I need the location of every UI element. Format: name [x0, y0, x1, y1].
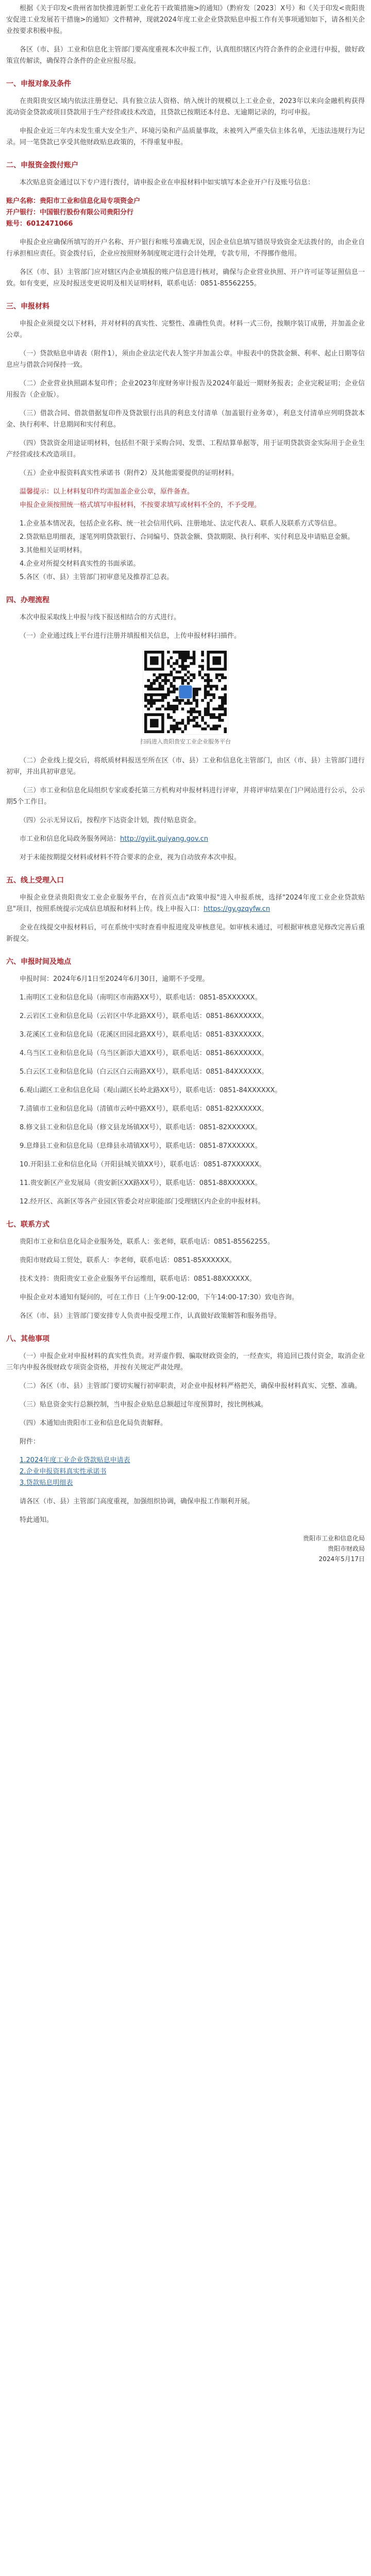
online-entry-line	[6, 892, 365, 915]
qr-code-block	[6, 649, 365, 746]
body-paragraph: 申报企业对本通知有疑问的，可在工作日（上午9:00-12:00，下午14:00-17:30）致电咨询。	[20, 1294, 298, 1301]
list-item: 4.企业对所提交材料真实性的书面承诺。	[20, 560, 140, 568]
section-heading-time-place: 六、申报时间及地点	[6, 958, 71, 966]
section-heading-online-entry: 五、线上受理入口	[6, 876, 64, 885]
online-entry-link[interactable]: https://gy.gzqyfw.cn	[203, 905, 271, 913]
issuer-name: 贵阳市工业和信息化局	[302, 1535, 365, 1542]
website-label: 市工业和信息化局政务服务网站：	[20, 835, 121, 843]
body-paragraph: （三）贴息资金实行总额控制，当申报企业贴息总额超过年度预算时，按比例核减。	[20, 1401, 268, 1409]
body-paragraph: 在贵阳贵安区域内依法注册登记、具有独立法人资格、纳入统计的规模以上工业企业，2023年以来向金融机构获得流动资金贷款或项目贷款用于生产经营或技术改造，且贷款已按期还本付息、无逾期记录的，均可申报。	[6, 97, 365, 116]
attachments-list	[6, 1455, 365, 1489]
bank-account-block	[6, 196, 365, 230]
body-paragraph: （五）企业申报资料真实性承诺书（附件2）及其他需要提供的证明材料。	[20, 469, 239, 477]
body-paragraph: （四）贷款资金用途证明材料，包括但不限于采购合同、发票、工程结算单据等，用于证明贷款资金实际用于企业生产经营或技术改造项目。	[6, 439, 365, 459]
list-item: 3.其他相关证明材料。	[20, 547, 87, 554]
section-heading-account: 二、申报资金拨付账户	[6, 161, 78, 170]
attachment-link[interactable]: 1.2024年度工业企业贷款贴息申请表	[20, 1456, 130, 1464]
account-name-label: 账户名称：	[6, 197, 40, 205]
attachment-link[interactable]: 3.贷款贴息明细表	[20, 1479, 73, 1487]
body-paragraph: （一）贷款贴息申请表（附件1），须由企业法定代表人签字并加盖公章。申报表中的贷款金额、利率、起止日期等信息应与借款合同保持一致。	[6, 350, 365, 369]
issuer-name-2: 贵阳市财政局	[327, 1545, 365, 1552]
bank-name-value: 中国银行股份有限公司贵阳分行	[40, 209, 134, 216]
notice-paragraph: 温馨提示：以上材料复印件均需加盖企业公章，原件备查。	[20, 488, 194, 496]
list-item: 11.贵安新区产业发展局（贵安新区XX路XX号），联系电话：0851-88XXXXXX。	[20, 1179, 262, 1187]
closing-paragraph: 特此通知。	[20, 1516, 54, 1524]
attachments-label: 附件：	[20, 1438, 40, 1446]
list-item: 2.贷款贴息明细表，逐笔列明贷款银行、合同编号、贷款金额、贷款期限、执行利率、实付利息及申请贴息金额。	[20, 533, 355, 541]
contact-paragraph: 贵阳市财政局工贸处，联系人：李老师，联系电话：0851-85XXXXXX。	[20, 1257, 236, 1264]
website-link[interactable]: http://gyiit.guiyang.gov.cn	[120, 835, 209, 843]
account-number-value: 6012471066	[26, 220, 73, 228]
body-paragraph: 申报企业近三年内未发生重大安全生产、环境污染和产品质量事故，未被列入严重失信主体名单，无违法违规行为记录。同一笔贷款已享受其他财政贴息政策的，不得重复申报。	[6, 127, 365, 146]
list-item: 9.息烽县工业和信息化局（息烽县永靖镇XX号），联系电话：0851-87XXXXXX。	[20, 1142, 262, 1150]
list-item: 8.修文县工业和信息化局（修文县龙场镇XX号），联系电话：0851-82XXXXXX。	[20, 1124, 262, 1131]
account-name-value: 贵阳市工业和信息化局专项资金户	[40, 197, 141, 205]
list-item: 2.云岩区工业和信息化局（云岩区中华北路XX号），联系电话：0851-86XXXXXX。	[20, 1012, 268, 1020]
list-item: 5.白云区工业和信息化局（白云区白云南路XX号），联系电话：0851-84XXXXXX。	[20, 1068, 268, 1076]
qr-code-caption: 扫码进入贵阳贵安工业企业服务平台	[140, 738, 231, 745]
section-heading-materials: 三、申报材料	[6, 302, 49, 311]
signature-block	[6, 1533, 365, 1564]
body-paragraph: （二）企业线上提交后，将纸质材料报送至所在区（市、县）工业和信息化主管部门，由区（市、县）主管部门进行初审，并出具初审意见。	[6, 757, 365, 776]
section-heading-other: 八、其他事项	[6, 1335, 49, 1343]
account-number-line	[6, 218, 365, 230]
body-paragraph: （四）公示无异议后，按程序下达资金计划，拨付贴息资金。	[20, 817, 201, 824]
intro-paragraph: 各区（市、县）工业和信息化主管部门要高度重视本次申报工作，认真组织辖区内符合条件的企业进行申报，做好政策宣传解读，确保符合条件的企业应报尽报。	[6, 46, 365, 65]
attachment-link[interactable]: 2.企业申报资料真实性承诺书	[20, 1468, 107, 1476]
account-number-label: 账号：	[6, 220, 27, 228]
list-item: 7.清镇市工业和信息化局（清镇市云岭中路XX号），联系电话：0851-82XXXXXX。	[20, 1105, 268, 1113]
body-paragraph: （一）企业通过线上平台进行注册并填报相关信息，上传申报材料扫描件。	[20, 632, 241, 640]
body-paragraph: 申报时间：2024年6月1日至2024年6月30日，逾期不予受理。	[20, 975, 209, 983]
list-item: 1.企业基本情况表，包括企业名称、统一社会信用代码、注册地址、法定代表人、联系人及联系方式等信息。	[20, 520, 341, 528]
notice-paragraph: 申报企业须按照统一格式填写申报材料，不按要求填写或材料不全的，不予受理。	[20, 501, 261, 509]
body-paragraph: 各区（市、县）主管部门要安排专人负责申报受理工作，认真做好政策解答和服务指导。	[20, 1312, 281, 1320]
contact-paragraph: 技术支持：贵阳贵安工业企业服务平台运维组，联系电话：0851-88XXXXXX。	[20, 1275, 256, 1283]
contact-paragraph: 贵阳市工业和信息化局企业服务处，联系人：张老师，联系电话：0851-85562255。	[20, 1238, 274, 1246]
body-paragraph: 企业在线提交申报材料后，可在系统中实时查看申报进度及审核意见。如审核未通过，可根据审核意见修改完善后重新提交。	[6, 924, 365, 943]
list-item: 10.开阳县工业和信息化局（开阳县城关镇XX号），联系电话：0851-87XXXXXX。	[20, 1161, 266, 1168]
section-heading-contact: 七、联系方式	[6, 1221, 49, 1229]
list-item: 12.经开区、高新区等各产业园区管委会对应职能部门受理辖区内企业的申报材料。	[20, 1198, 265, 1206]
body-paragraph: （三）市工业和信息化局组织专家或委托第三方机构对申报材料进行评审，并将评审结果在门户网站进行公示，公示期5个工作日。	[6, 787, 365, 806]
list-item: 1.南明区工业和信息化局（南明区市南路XX号），联系电话：0851-85XXXXXX。	[20, 994, 262, 1002]
list-item: 6.观山湖区工业和信息化局（观山湖区长岭北路XX号），联系电话：0851-84XXXXXX。	[20, 1087, 282, 1094]
bank-name-label: 开户银行：	[6, 209, 40, 216]
list-item: 3.花溪区工业和信息化局（花溪区田园北路XX号），联系电话：0851-83XXXXXX。	[20, 1031, 268, 1039]
bank-name-line	[6, 207, 365, 218]
list-item: 5.各区（市、县）主管部门初审意见及推荐汇总表。	[20, 573, 174, 581]
body-paragraph: 申报企业须提交以下材料，并对材料的真实性、完整性、准确性负责。材料一式三份，按顺序装订成册，并加盖企业公章。	[6, 320, 365, 339]
account-name-line	[6, 196, 365, 207]
intro-paragraph: 根据《关于印发<贵州省加快推进新型工业化若干政策措施>的通知》（黔府发〔2023〕X号）和《关于印发<贵阳贵安促进工业发展若干措施>的通知》文件精神，现就2024年度工业企业贷款贴息申报工作有关事项通知如下，请各相关企业按要求积极申报。	[6, 5, 365, 35]
body-paragraph: （二）各区（市、县）主管部门要切实履行初审职责，对企业申报材料严格把关，确保申报材料真实、完整、准确。	[20, 1382, 362, 1390]
body-paragraph: （三）借款合同、借款借据复印件及贷款银行出具的利息支付清单（加盖银行业务章），利息支付清单应列明贷款本金、执行利率、计息期间和实付利息。	[6, 410, 365, 429]
online-entry-text: 申报企业登录贵阳贵安工业企业服务平台，在首页点击"政策申报"进入申报系统，选择"2024年度工业企业贷款贴息"项目，按照系统提示完成信息填报和材料上传。线上申报入口：	[6, 894, 365, 913]
body-paragraph: 对于未能按期提交材料或材料不符合要求的企业，视为自动放弃本次申报。	[20, 854, 241, 861]
qr-code-image[interactable]	[143, 649, 228, 735]
body-paragraph: 申报企业应确保所填写的开户名称、开户银行和账号准确无误，因企业信息填写错误导致资金无法拨付的，由企业自行承担相应责任。资金拨付后，企业应按照财务制度规定进行会计处理，专款专用，不得挪作他用。	[6, 239, 365, 258]
website-line	[6, 834, 365, 845]
body-paragraph: （二）企业营业执照副本复印件；企业2023年度财务审计报告及2024年最近一期财务报表；企业完税证明；企业信用报告（企业版）。	[6, 380, 365, 399]
list-item: 4.乌当区工业和信息化局（乌当区新添大道XX号），联系电话：0851-86XXXXXX。	[20, 1049, 268, 1057]
body-paragraph: （一）申报企业对申报材料的真实性负责。对弄虚作假、骗取财政资金的，一经查实，将追回已拨付资金，取消企业三年内申报各级财政专项资金资格，并按有关规定严肃处理。	[6, 1352, 365, 1371]
closing-paragraph: 请各区（市、县）主管部门高度重视，加强组织协调，确保申报工作顺利开展。	[20, 1498, 255, 1505]
section-heading-process: 四、办理流程	[6, 596, 49, 604]
body-paragraph: 各区（市、县）主管部门应对辖区内企业填报的账户信息进行核对，确保与企业营业执照、开户许可证等证照信息一致。如有变更，应及时报送变更说明及相关证明材料，联系电话：0851-85562255。	[6, 268, 365, 287]
body-paragraph: 本次申报采取线上申报与线下报送相结合的方式进行。	[20, 614, 181, 621]
section-heading-apply-target: 一、申报对象及条件	[6, 80, 71, 88]
qr-center-logo	[179, 685, 192, 698]
qr-code-graphic	[144, 651, 227, 733]
body-paragraph: （四）本通知由贵阳市工业和信息化局负责解释。	[20, 1419, 167, 1427]
body-paragraph: 本次贴息资金通过以下专户进行拨付，请申报企业在申报材料中如实填写本企业开户行及账号信息：	[20, 179, 315, 187]
issue-date: 2024年5月17日	[318, 1555, 365, 1563]
